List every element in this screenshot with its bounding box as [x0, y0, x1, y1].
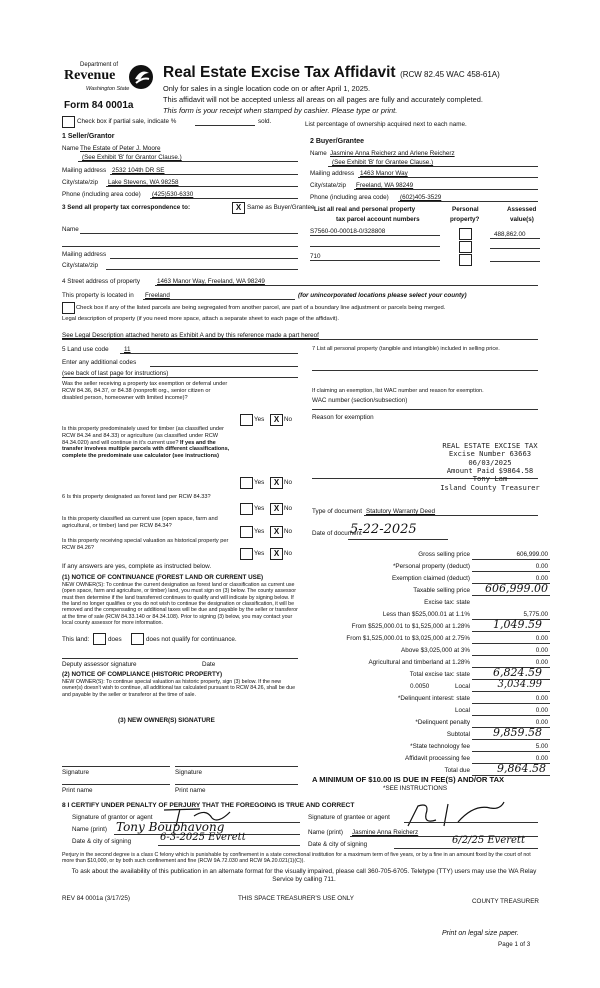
- segregated-label: Check box if any of the listed parcels are being segregated from another parcel, are part of a boundary line adjustment or parcels being merged.: [76, 305, 446, 311]
- s7-heading: 7 List all personal property (tangible and intangible) included in selling price.: [312, 346, 500, 352]
- tax-label: From $1,525,000.01 to $3,025,000 at 2.75%: [346, 635, 470, 642]
- tax-label: Less than $525,000.01 at 1.1%: [382, 611, 470, 618]
- section3-heading: 3 Send all property tax correspondence to:: [62, 204, 191, 211]
- tax-row: [300, 726, 550, 740]
- partial-sale-label: Check box if partial sale, indicate %: [77, 118, 177, 125]
- buyer-mailing-value[interactable]: 1463 Manor Way: [360, 170, 408, 177]
- stamp-line-4: Amount Paid $9864.58: [446, 466, 534, 476]
- tax-row: [300, 694, 550, 704]
- buyer-heading: 2 Buyer/Grantee: [310, 138, 365, 145]
- stamp-line-5: Tony Lam: [472, 474, 508, 484]
- tax-value[interactable]: 6,824.59: [493, 666, 542, 679]
- s3-mailing-label: Mailing address: [62, 251, 107, 258]
- owner-print-label-2: Print name: [175, 787, 206, 794]
- personal-property-checkbox-3[interactable]: [459, 254, 472, 266]
- tax-value[interactable]: 0.00: [535, 575, 548, 582]
- personal-property-checkbox-2[interactable]: [459, 241, 472, 253]
- s5-q1-yes[interactable]: [240, 414, 253, 426]
- buyer-city-value[interactable]: Freeland, WA 98249: [356, 182, 414, 189]
- does-not-label: does not qualify for continuance.: [146, 636, 237, 643]
- s7-exemption: If claiming an exemption, list WAC number and reason for exemption.: [312, 388, 484, 394]
- parcel-1[interactable]: S7560-00-00018-0/328808: [310, 228, 386, 235]
- tax-row: [300, 618, 550, 632]
- tax-label: From $525,000.01 to $1,525,000 at 1.28%: [351, 623, 470, 630]
- s7-reason-label: Reason for exemption: [312, 414, 374, 421]
- seller-phone-label: Phone (including area code): [62, 191, 141, 198]
- grantee-date-label: Date & city of signing: [308, 841, 368, 848]
- s6-q1-yes-label: Yes: [254, 505, 265, 512]
- sold-label: sold.: [258, 118, 272, 125]
- tax-value[interactable]: 9,859.58: [493, 726, 542, 739]
- tax-label: Total excise tax: state: [409, 671, 470, 678]
- land-use-value[interactable]: 11: [124, 346, 131, 353]
- header-line-3: This form is your receipt when stamped by cashier. Please type or print.: [163, 106, 398, 115]
- s6-if-any: If any answers are yes, complete as instructed below.: [62, 563, 212, 570]
- tax-label: Above $3,025,000 at 3%: [401, 647, 470, 654]
- tax-label: Affidavit processing fee: [405, 755, 470, 762]
- tax-row: [300, 679, 550, 692]
- this-land-label: This land:: [62, 636, 90, 643]
- tax-row: [300, 646, 550, 656]
- buyer-phone-label: Phone (including area code): [310, 194, 389, 201]
- tax-label: Agricultural and timberland at 1.28%: [368, 659, 470, 666]
- dept-state: Washington State: [86, 86, 130, 92]
- s5-q2-bold: If yes and the transfer involves multiple parcels with different classifications, complete the predominate use calculator (see instructions): [62, 439, 230, 460]
- s5-q1-no[interactable]: X: [270, 414, 283, 426]
- tax-row: [300, 742, 550, 752]
- grantor-date-label: Date & city of signing: [72, 838, 132, 845]
- same-as-buyer-label: Same as Buyer/Grantee: [247, 204, 315, 211]
- tax-value[interactable]: 0.00: [535, 707, 548, 714]
- seller-mailing-value[interactable]: 2532 104th DR SE: [112, 167, 165, 174]
- tax-label: *Delinquent interest: state: [397, 695, 470, 702]
- grantee-sig-label: Signature of grantee or agent: [308, 814, 390, 821]
- grantor-name-value[interactable]: Tony Bouphavong: [116, 820, 225, 834]
- s6-q1-yes[interactable]: [240, 503, 253, 515]
- owner-print-label-1: Print name: [62, 787, 93, 794]
- grantee-name-label: Name (print): [308, 829, 343, 836]
- tax-value[interactable]: 0.00: [535, 647, 548, 654]
- s6-q2-yes-label: Yes: [254, 528, 265, 535]
- owner-signature-label-1: Signature: [62, 769, 89, 776]
- legal-desc-label: Legal description of property (if you need more space, attach a separate sheet to each page of the affidavit).: [62, 316, 340, 322]
- land-use-label: 5 Land use code: [62, 346, 109, 353]
- tax-row: [300, 562, 550, 572]
- parcel-col2b: property?: [450, 216, 480, 223]
- tax-label: Exemption claimed (deduct): [391, 575, 470, 582]
- doc-type-label: Type of document: [312, 508, 363, 515]
- seller-mailing-label: Mailing address: [62, 167, 107, 174]
- s6-q1-no[interactable]: X: [270, 503, 283, 515]
- tax-row: [300, 706, 550, 716]
- segregated-checkbox[interactable]: [62, 302, 75, 314]
- notice1-body: NEW OWNER(S): To continue the current designation as forest land or classification as current use (open space, farm and agriculture, or timber) land, you must sign on (3) below. The county assessor must then determine if the land transferred continues to qualify and will indicate by signing below. If the land no longer qualifies or you do not wish to continue the designation or classification, it will be removed and the compensating or additional taxes will be due and payable by the seller or transferor at the time of sale (RCW 84.33.140 or 84.34.108). Prior to signing (3) below, you may contact your local county assessor for more information.: [62, 582, 298, 627]
- tax-label: Total due: [444, 767, 470, 774]
- legal-paper-note: Print on legal size paper.: [442, 930, 519, 937]
- buyer-name-label: Name: [310, 150, 327, 157]
- s5-q2-yes[interactable]: [240, 477, 253, 489]
- stamp-line-6: Island County Treasurer: [440, 482, 540, 492]
- dept-name: Revenue: [64, 68, 116, 83]
- parcel-col1: List all real and personal property: [314, 206, 416, 213]
- tax-value[interactable]: 5.00: [535, 743, 548, 750]
- tax-label: Taxable selling price: [413, 587, 470, 594]
- doc-type-value[interactable]: Statutory Warranty Deed: [366, 508, 436, 515]
- seller-city-label: City/state/zip: [62, 179, 99, 186]
- stamp-line-3: 06/03/2025: [468, 457, 512, 467]
- tax-row: [300, 598, 550, 608]
- form-number: Form 84 0001a: [64, 100, 134, 111]
- tax-row: [300, 582, 550, 596]
- s6-q2-no-label: No: [284, 528, 293, 535]
- s5-q2-text: Is this property predominately used for timber (as classified under RCW 84.34 and 84.33) or agriculture (as classified under RCW 84.34.020) and will continue in it's current use?: [62, 426, 224, 446]
- county-treasurer: COUNTY TREASURER: [472, 898, 539, 905]
- see-instructions: *SEE INSTRUCTIONS: [383, 785, 448, 792]
- tax-label: *Personal property (deduct): [392, 563, 470, 570]
- deputy-date-label: Date: [202, 661, 216, 668]
- seller-phone-value[interactable]: (425)530-6330: [152, 191, 194, 198]
- parcel-2[interactable]: 710: [310, 253, 321, 260]
- tax-value[interactable]: 0.00: [535, 563, 548, 570]
- s7-wac-label: WAC number (section/subsection): [312, 397, 408, 404]
- tax-label: *Delinquent penalty: [415, 719, 470, 726]
- grantee-signature-icon: [404, 800, 514, 828]
- parcel-col2: Personal: [452, 206, 479, 213]
- tax-value[interactable]: 606,999.00: [485, 582, 548, 595]
- tax-value[interactable]: 3,034.99: [497, 679, 542, 690]
- tax-value[interactable]: 0.00: [535, 755, 548, 762]
- stamp-line-1: REAL ESTATE EXCISE TAX: [442, 441, 538, 450]
- title-text: Real Estate Excise Tax Affidavit: [163, 64, 396, 81]
- personal-property-checkbox-1[interactable]: [459, 228, 472, 240]
- does-label: does: [108, 636, 122, 643]
- additional-codes-label: Enter any additional codes: [62, 359, 137, 366]
- seller-heading: 1 Seller/Grantor: [62, 133, 115, 140]
- legal-desc-value[interactable]: See Legal Description attached hereto as Exhibit A and by this reference made a part hereof: [62, 332, 319, 339]
- s6-q2-no[interactable]: X: [270, 526, 283, 538]
- s5-q2-no[interactable]: X: [270, 477, 283, 489]
- tax-label: Gross selling price: [418, 551, 470, 558]
- tax-label: Excise tax: state: [424, 599, 470, 606]
- unincorporated-note: (for unincorporated locations please select your county): [298, 292, 467, 299]
- list-pct-label: List percentage of ownership acquired next to each name.: [305, 121, 467, 128]
- located-label: This property is located in: [62, 292, 134, 299]
- dept-top: Department of: [80, 62, 119, 68]
- s5-q2: [62, 426, 238, 460]
- seller-name-value[interactable]: The Estate of Peter J. Moore: [80, 145, 161, 152]
- grantor-name-label: Name (print): [72, 826, 107, 833]
- page-number: Page 1 of 3: [498, 941, 531, 948]
- s6-q2-yes[interactable]: [240, 526, 253, 538]
- treasurer-only: THIS SPACE TREASURER'S USE ONLY: [238, 895, 354, 902]
- street-label: 4 Street address of property: [62, 278, 141, 285]
- s5-q2-yes-label: Yes: [254, 479, 265, 486]
- tax-value[interactable]: 0.00: [535, 695, 548, 702]
- notice2-body: NEW OWNER(S): To continue special valuation as historic property, sign (3) below. If the new owner(s) doesn't wish to continue, all additional tax calculated pursuant to RCW 84.26, shall be due and payable by the seller or transferor at the time of sale.: [62, 679, 296, 698]
- parcel-col3b: value(s): [510, 216, 534, 223]
- does-checkbox[interactable]: [93, 633, 106, 645]
- s6-q1-no-label: No: [284, 505, 293, 512]
- minimum-due: A MINIMUM OF $10.00 IS DUE IN FEE(S) AND/OR TAX: [312, 775, 505, 784]
- s3-city-label: City/state/zip: [62, 262, 99, 269]
- grantee-date-value[interactable]: 6/2/25 Everett: [452, 835, 525, 846]
- rev-number: REV 84 0001a (3/17/25): [62, 895, 130, 902]
- s6-q3: Is this property receiving special valuation as historical property per RCW 84.26?: [62, 538, 229, 551]
- logo-mark-icon: [128, 64, 154, 90]
- tax-value[interactable]: 0.00: [535, 635, 548, 642]
- tax-row: [300, 634, 550, 644]
- s5-q1-yes-label: Yes: [254, 416, 265, 423]
- perjury-note: Perjury in the second degree is a class C felony which is punishable by confinement in a state correctional institution for a maximum term of five years, or by a fine in an amount fixed by the court of not more than $10,000, or by both such confinement and fine (RCW 9A.72.030 and RCW 9A.20.021(1)(C)).: [62, 852, 531, 865]
- tax-value[interactable]: 9,864.58: [497, 762, 546, 775]
- grantor-sig-label: Signature of grantor or agent: [72, 814, 153, 821]
- doc-date-value[interactable]: 5-22-2025: [350, 522, 417, 537]
- s6-q3-yes[interactable]: [240, 548, 253, 560]
- s6-q1: 6 Is this property designated as forest land per RCW 84.33?: [62, 494, 211, 500]
- grantee-name-value[interactable]: Jasmine Anna Reicherz: [352, 829, 419, 836]
- seller-name-note: (See Exhibit 'B' for Grantor Clause.): [82, 154, 182, 161]
- notice1-head: (1) NOTICE OF CONTINUANCE (FOREST LAND OR CURRENT USE): [62, 574, 264, 581]
- ada-note: To ask about the availability of this publication in an alternate format for the visually impaired, please call 360-705-6705. Teletype (TTY) users may use the WA Relay Service by calling 711.: [71, 868, 537, 884]
- title-ref: (RCW 82.45 WAC 458-61A): [400, 70, 500, 79]
- s5-q1-no-label: No: [284, 416, 293, 423]
- buyer-name-value[interactable]: Jasmine Anna Reicherz and Arlene Reicherz: [330, 150, 455, 157]
- form-title: [163, 64, 500, 82]
- deputy-label: Deputy assessor signature: [62, 661, 137, 668]
- treasurer-stamp: [420, 442, 560, 492]
- tax-value[interactable]: 0.00: [535, 659, 548, 666]
- tax-label: Subtotal: [446, 731, 470, 738]
- buyer-name-note: (See Exhibit 'B' for Grantee Clause.): [332, 159, 434, 166]
- tax-row: [300, 550, 550, 560]
- s5-q2-no-label: No: [284, 479, 293, 486]
- buyer-phone-value[interactable]: (602)405-3529: [400, 194, 442, 201]
- s5-q1: Was the seller receiving a property tax exemption or deferral under RCW 84.36, 84.37, or 84.38 (nonprofit org., senior citizen or disabled person, homeowner with limited income)?: [62, 381, 228, 401]
- notice2-head: (2) NOTICE OF COMPLIANCE (HISTORIC PROPERTY): [62, 671, 223, 678]
- buyer-city-label: City/state/zip: [310, 182, 347, 189]
- street-value[interactable]: 1463 Manor Way, Freeland, WA 98249: [157, 278, 265, 285]
- header-line-2: This affidavit will not be accepted unless all areas on all pages are fully and accurately completed.: [163, 95, 483, 104]
- stamp-line-2: Excise Number 63663: [448, 449, 532, 459]
- tax-value[interactable]: 1,049.59: [493, 618, 542, 631]
- buyer-mailing-label: Mailing address: [310, 170, 355, 177]
- new-owner-sig-head: (3) NEW OWNER(S) SIGNATURE: [118, 717, 215, 724]
- located-value[interactable]: Freeland: [145, 292, 170, 299]
- seller-name-label: Name: [62, 145, 79, 152]
- s8-heading: 8 I CERTIFY UNDER PENALTY OF PERJURY THAT THE FOREGOING IS TRUE AND CORRECT: [62, 802, 355, 809]
- value-1[interactable]: 488,862.00: [494, 231, 526, 238]
- tax-label: Local: [454, 683, 470, 690]
- s6-q3-no-label: No: [284, 550, 293, 557]
- tax-value[interactable]: 0.00: [535, 719, 548, 726]
- s6-q3-no[interactable]: X: [270, 548, 283, 560]
- owner-signature-label-2: Signature: [175, 769, 202, 776]
- parcel-col1b: tax parcel account numbers: [336, 216, 420, 223]
- header-line-1: Only for sales in a single location code on or after April 1, 2025.: [163, 84, 371, 93]
- local-rate: 0.0050: [410, 683, 430, 690]
- does-not-checkbox[interactable]: [131, 633, 144, 645]
- tax-label: *State technology fee: [410, 743, 470, 750]
- see-back-label: (see back of last page for instructions): [62, 370, 169, 377]
- seller-city-value[interactable]: Lake Stevens, WA 98258: [108, 179, 179, 186]
- partial-sale-checkbox[interactable]: [62, 116, 75, 128]
- tax-label: Local: [454, 707, 470, 714]
- same-as-buyer-checkbox[interactable]: X: [232, 202, 245, 214]
- s3-name-label: Name: [62, 226, 79, 233]
- s6-q2: Is this property classified as current use (open space, farm and agricultural, or timber) land per RCW 84.34?: [62, 516, 218, 529]
- tax-value[interactable]: 606,999.00: [516, 551, 548, 558]
- grantor-date-value[interactable]: 6-3-2025 Everett: [160, 832, 246, 843]
- doc-date-label: Date of document: [312, 530, 362, 537]
- s6-q3-yes-label: Yes: [254, 550, 265, 557]
- tax-value[interactable]: 5,775.00: [523, 611, 548, 618]
- parcel-col3: Assessed: [507, 206, 537, 213]
